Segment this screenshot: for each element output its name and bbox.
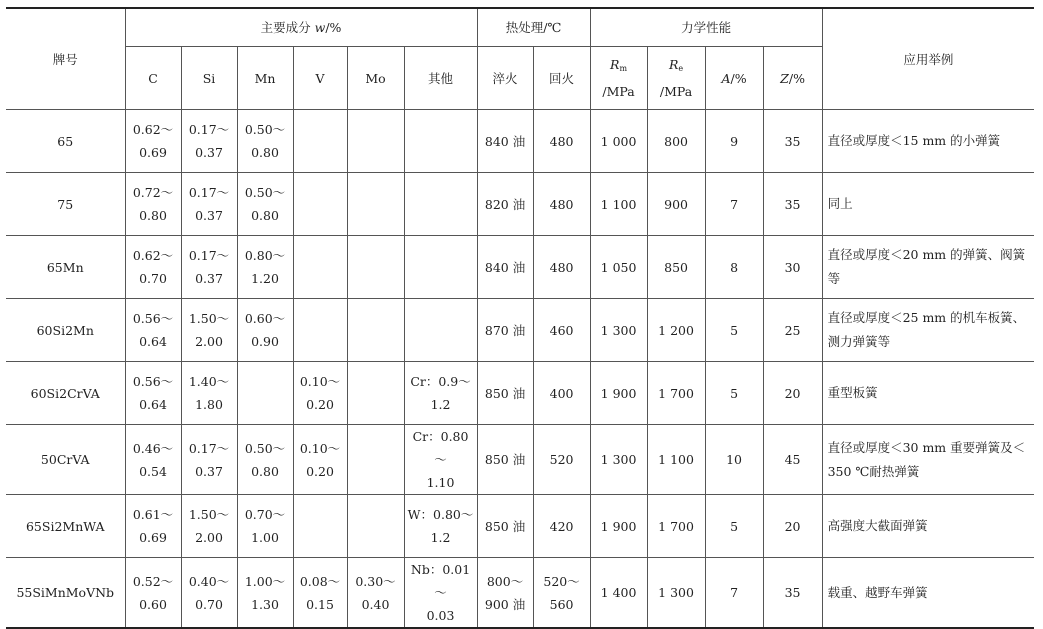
cell-other	[404, 236, 477, 299]
table-body	[6, 110, 1034, 629]
cell-mo	[347, 173, 404, 236]
cell-c: 0.56～ 0.64	[125, 362, 181, 425]
cell-si: 0.17～ 0.37	[181, 236, 237, 299]
cell-application: 直径或厚度＜25 mm 的机车板簧、测力弹簧等	[822, 299, 1034, 362]
cell-quench: 800～ 900 油	[477, 558, 533, 629]
cell-a: 5	[705, 362, 763, 425]
cell-c: 0.52～ 0.60	[125, 558, 181, 629]
cell-other	[404, 173, 477, 236]
cell-grade: 65Si2MnWA	[6, 495, 125, 558]
cell-a: 5	[705, 495, 763, 558]
cell-z: 20	[763, 362, 822, 425]
header-composition: 主要成分 w/%	[125, 8, 477, 47]
cell-v: 0.08～ 0.15	[293, 558, 347, 629]
cell-mn: 0.70～ 1.00	[237, 495, 293, 558]
table-row	[6, 362, 1034, 425]
table-row	[6, 558, 1034, 629]
cell-mn: 0.50～ 0.80	[237, 425, 293, 495]
cell-z: 35	[763, 558, 822, 629]
cell-a: 9	[705, 110, 763, 173]
cell-rm: 1 000	[590, 110, 647, 173]
cell-c: 0.72～ 0.80	[125, 173, 181, 236]
cell-c: 0.62～ 0.70	[125, 236, 181, 299]
cell-mn	[237, 362, 293, 425]
cell-mn: 0.60～ 0.90	[237, 299, 293, 362]
cell-a: 7	[705, 173, 763, 236]
cell-mo	[347, 110, 404, 173]
cell-mo	[347, 236, 404, 299]
cell-re: 1 700	[647, 362, 705, 425]
cell-a: 5	[705, 299, 763, 362]
cell-re: 1 100	[647, 425, 705, 495]
cell-grade: 75	[6, 173, 125, 236]
cell-re: 1 300	[647, 558, 705, 629]
cell-mn: 1.00～ 1.30	[237, 558, 293, 629]
cell-rm: 1 300	[590, 299, 647, 362]
cell-re: 900	[647, 173, 705, 236]
cell-other	[404, 110, 477, 173]
cell-temper: 460	[533, 299, 590, 362]
cell-temper: 400	[533, 362, 590, 425]
cell-z: 20	[763, 495, 822, 558]
cell-quench: 870 油	[477, 299, 533, 362]
cell-quench: 840 油	[477, 110, 533, 173]
cell-a: 8	[705, 236, 763, 299]
cell-mo	[347, 362, 404, 425]
cell-re: 800	[647, 110, 705, 173]
header-v: V	[293, 47, 347, 110]
cell-z: 30	[763, 236, 822, 299]
cell-re: 1 200	[647, 299, 705, 362]
cell-quench: 840 油	[477, 236, 533, 299]
cell-a: 7	[705, 558, 763, 629]
cell-mn: 0.50～ 0.80	[237, 173, 293, 236]
cell-grade: 65Mn	[6, 236, 125, 299]
cell-si: 0.17～ 0.37	[181, 425, 237, 495]
cell-si: 1.40～ 1.80	[181, 362, 237, 425]
cell-mo: 0.30～ 0.40	[347, 558, 404, 629]
cell-other	[404, 299, 477, 362]
cell-temper: 480	[533, 236, 590, 299]
cell-c: 0.61～ 0.69	[125, 495, 181, 558]
cell-other: Nb：0.01～ 0.03	[404, 558, 477, 629]
cell-c: 0.62～ 0.69	[125, 110, 181, 173]
cell-a: 10	[705, 425, 763, 495]
cell-z: 35	[763, 173, 822, 236]
cell-v: 0.10～ 0.20	[293, 425, 347, 495]
cell-temper: 520～ 560	[533, 558, 590, 629]
header-other: 其他	[404, 47, 477, 110]
cell-z: 25	[763, 299, 822, 362]
cell-grade: 60Si2Mn	[6, 299, 125, 362]
table-row	[6, 495, 1034, 558]
header-re: $R_e$ /MPa	[647, 47, 705, 110]
header-a: A/%	[705, 47, 763, 110]
header-heat-treatment: 热处理/℃	[477, 8, 590, 47]
spring-steel-table	[6, 7, 1034, 629]
header-grade: 牌号	[6, 8, 125, 110]
cell-c: 0.56～ 0.64	[125, 299, 181, 362]
cell-rm: 1 300	[590, 425, 647, 495]
table-row	[6, 299, 1034, 362]
cell-other: W：0.80～ 1.2	[404, 495, 477, 558]
cell-temper: 480	[533, 110, 590, 173]
cell-grade: 50CrVA	[6, 425, 125, 495]
header-temper: 回火	[533, 47, 590, 110]
cell-quench: 850 油	[477, 425, 533, 495]
cell-si: 1.50～ 2.00	[181, 299, 237, 362]
cell-si: 0.17～ 0.37	[181, 110, 237, 173]
cell-mn: 0.80～ 1.20	[237, 236, 293, 299]
cell-z: 35	[763, 110, 822, 173]
header-quench: 淬火	[477, 47, 533, 110]
cell-quench: 820 油	[477, 173, 533, 236]
cell-si: 1.50～ 2.00	[181, 495, 237, 558]
cell-v	[293, 495, 347, 558]
cell-mo	[347, 299, 404, 362]
cell-rm: 1 400	[590, 558, 647, 629]
cell-mo	[347, 425, 404, 495]
cell-temper: 420	[533, 495, 590, 558]
header-rm: $R_m$ /MPa	[590, 47, 647, 110]
cell-si: 0.17～ 0.37	[181, 173, 237, 236]
cell-rm: 1 050	[590, 236, 647, 299]
header-si: Si	[181, 47, 237, 110]
header-mn: Mn	[237, 47, 293, 110]
cell-temper: 480	[533, 173, 590, 236]
cell-v	[293, 110, 347, 173]
header-c: C	[125, 47, 181, 110]
cell-application: 同上	[822, 173, 1034, 236]
cell-other: Cr：0.9～ 1.2	[404, 362, 477, 425]
cell-v: 0.10～ 0.20	[293, 362, 347, 425]
cell-temper: 520	[533, 425, 590, 495]
cell-application: 直径或厚度＜30 mm 重要弹簧及＜350 ℃耐热弹簧	[822, 425, 1034, 495]
cell-grade: 55SiMnMoVNb	[6, 558, 125, 629]
cell-rm: 1 900	[590, 495, 647, 558]
cell-c: 0.46～ 0.54	[125, 425, 181, 495]
cell-grade: 60Si2CrVA	[6, 362, 125, 425]
header-application: 应用举例	[822, 8, 1034, 110]
cell-quench: 850 油	[477, 362, 533, 425]
cell-application: 重型板簧	[822, 362, 1034, 425]
cell-v	[293, 236, 347, 299]
cell-application: 直径或厚度＜15 mm 的小弹簧	[822, 110, 1034, 173]
cell-rm: 1 900	[590, 362, 647, 425]
cell-re: 1 700	[647, 495, 705, 558]
cell-rm: 1 100	[590, 173, 647, 236]
header-mechanical: 力学性能	[590, 8, 822, 47]
cell-re: 850	[647, 236, 705, 299]
table-row	[6, 173, 1034, 236]
cell-mn: 0.50～ 0.80	[237, 110, 293, 173]
cell-v	[293, 173, 347, 236]
cell-si: 0.40～ 0.70	[181, 558, 237, 629]
cell-grade: 65	[6, 110, 125, 173]
table-row	[6, 110, 1034, 173]
table-row	[6, 236, 1034, 299]
cell-application: 高强度大截面弹簧	[822, 495, 1034, 558]
table-row	[6, 425, 1034, 495]
cell-application: 直径或厚度＜20 mm 的弹簧、阀簧等	[822, 236, 1034, 299]
cell-quench: 850 油	[477, 495, 533, 558]
header-mo: Mo	[347, 47, 404, 110]
cell-other: Cr：0.80～ 1.10	[404, 425, 477, 495]
cell-mo	[347, 495, 404, 558]
cell-z: 45	[763, 425, 822, 495]
header-z: Z/%	[763, 47, 822, 110]
cell-application: 载重、越野车弹簧	[822, 558, 1034, 629]
cell-v	[293, 299, 347, 362]
